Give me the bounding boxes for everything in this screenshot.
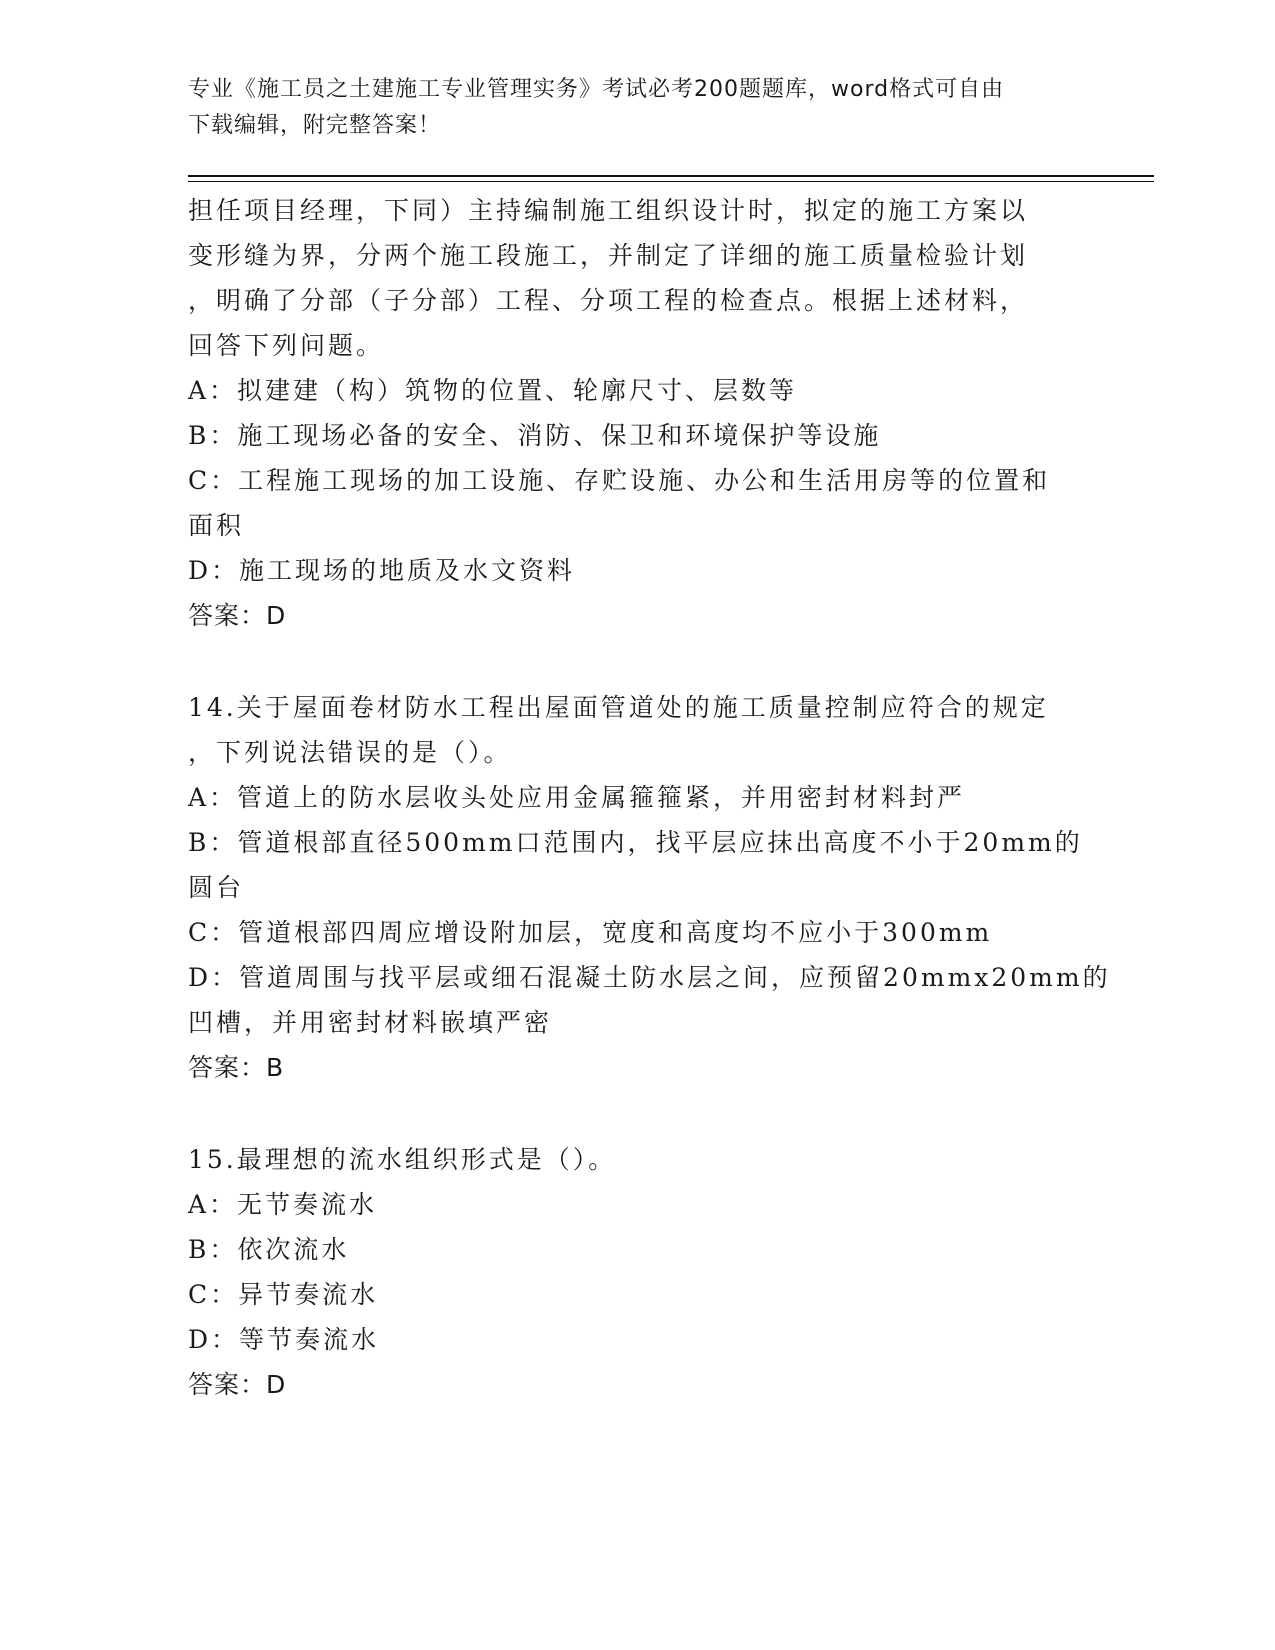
- option-d: D：管道周围与找平层或细石混凝土防水层之间，应预留20mmx20mm的: [188, 963, 1111, 992]
- option-c: C：异节奏流水: [188, 1280, 379, 1309]
- question-stem-line: 担任项目经理，下同）主持编制施工组织设计时，拟定的施工方案以: [188, 196, 1029, 225]
- page-header: [188, 72, 1068, 144]
- option-c: C：工程施工现场的加工设施、存贮设施、办公和生活用房等的位置和: [188, 466, 1051, 495]
- header-line-2: 下载编辑，附完整答案！: [188, 113, 442, 138]
- option-b: B：管道根部直径500mm口范围内，找平层应抹出高度不小于20mm的: [188, 828, 1083, 857]
- option-d: D：施工现场的地质及水文资料: [188, 556, 576, 585]
- option-d: D：等节奏流水: [188, 1325, 380, 1354]
- option-c-continued: 面积: [188, 511, 245, 540]
- header-rule-thin: [188, 181, 1154, 182]
- option-a: A：无节奏流水: [188, 1190, 378, 1219]
- question-14: [188, 685, 1111, 1090]
- question-stem: 14.关于屋面卷材防水工程出屋面管道处的施工质量控制应符合的规定: [188, 693, 1049, 722]
- option-b-continued: 圆台: [188, 873, 245, 902]
- option-b: B：施工现场必备的安全、消防、保卫和环境保护等设施: [188, 421, 882, 450]
- option-a: A：管道上的防水层收头处应用金属箍箍紧，并用密封材料封严: [188, 783, 966, 812]
- question-stem-continued: ，下列说法错误的是（）。: [188, 738, 512, 767]
- answer: 答案：D: [188, 601, 287, 630]
- question-stem-line: 回答下列问题。: [188, 331, 385, 360]
- answer: 答案：B: [188, 1053, 285, 1082]
- option-a: A：拟建建（构）筑物的位置、轮廓尺寸、层数等: [188, 376, 798, 405]
- question-content: [188, 188, 1111, 1407]
- question-stem: 15.最理想的流水组织形式是（）。: [188, 1145, 617, 1174]
- question-stem-line: ，明确了分部（子分部）工程、分项工程的检查点。根据上述材料，: [188, 286, 1029, 315]
- spacer: [188, 1090, 1088, 1137]
- header-rule-thick: [188, 175, 1154, 177]
- header-line-1: 专业《施工员之土建施工专业管理实务》考试必考200题题库，word格式可自由: [188, 77, 1005, 102]
- answer: 答案：D: [188, 1370, 287, 1399]
- option-d-continued: 凹槽，并用密封材料嵌填严密: [188, 1008, 553, 1037]
- option-b: B：依次流水: [188, 1235, 350, 1264]
- spacer: [188, 638, 1088, 685]
- question-13-tail: [188, 188, 1088, 638]
- question-stem-line: 变形缝为界，分两个施工段施工，并制定了详细的施工质量检验计划: [188, 241, 1029, 270]
- question-15: [188, 1137, 1088, 1407]
- option-c: C：管道根部四周应增设附加层，宽度和高度均不应小于300mm: [188, 918, 993, 947]
